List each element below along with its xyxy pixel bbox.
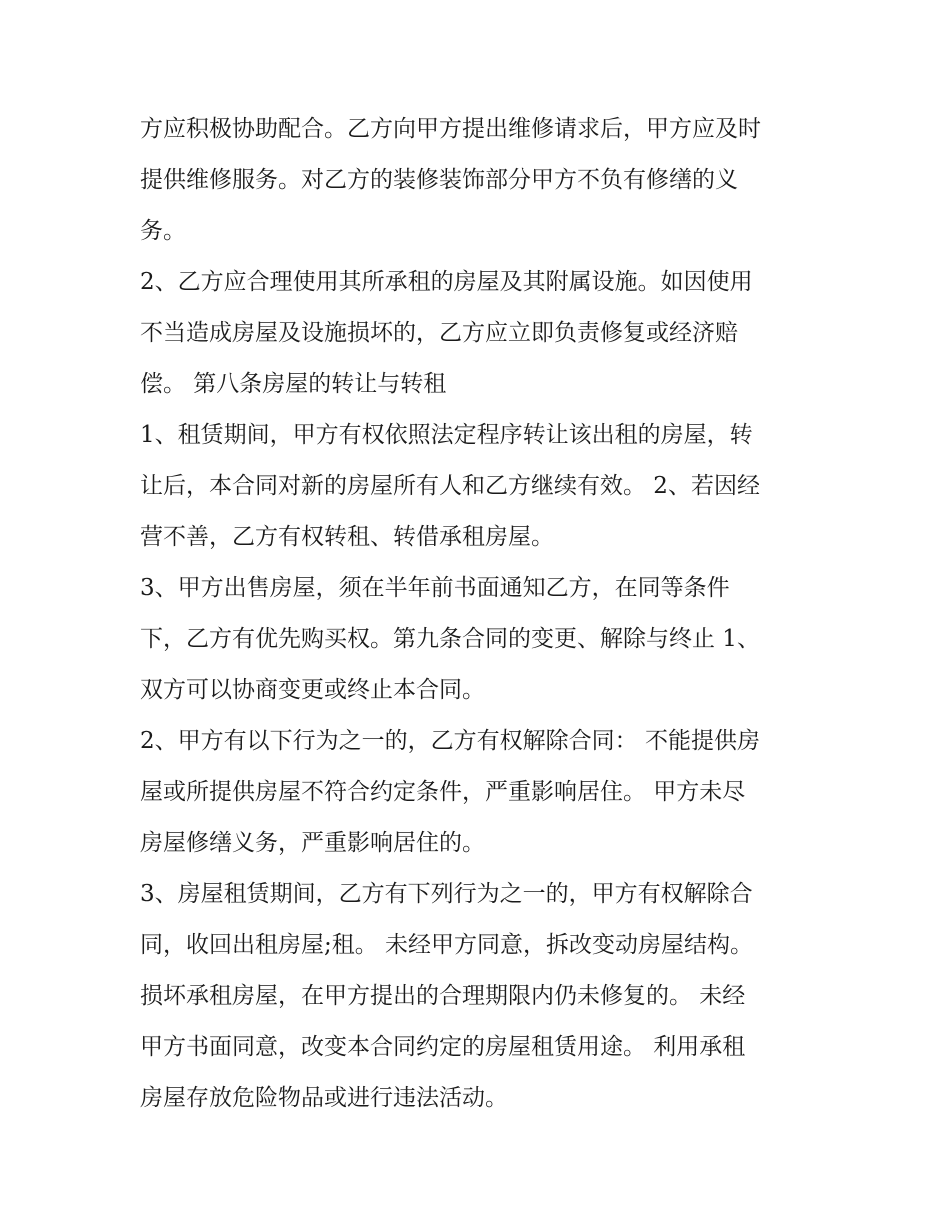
text-line: 3、房屋租赁期间，乙方有下列行为之一的，甲方有权解除合: [140, 881, 753, 907]
text-line: 务。: [140, 218, 186, 244]
text-line: 房屋存放危险物品或进行违法活动。: [140, 1085, 508, 1111]
text-line: 同，收回出租房屋;租。 未经甲方同意，拆改变动房屋结构。: [140, 932, 754, 958]
text-line: 房屋修缮义务，严重影响居住的。: [140, 830, 485, 856]
text-line: 双方可以协商变更或终止本合同。: [140, 677, 485, 703]
text-line: 2、乙方应合理使用其所承租的房屋及其附属设施。如因使用: [140, 269, 753, 295]
text-line: 提供维修服务。对乙方的装修装饰部分甲方不负有修缮的义: [140, 167, 738, 193]
text-line: 偿。 第八条房屋的转让与转租: [140, 371, 447, 397]
text-line: 不当造成房屋及设施损坏的，乙方应立即负责修复或经济赔: [140, 320, 738, 346]
text-line: 方应积极协助配合。乙方向甲方提出维修请求后，甲方应及时: [140, 116, 761, 142]
text-line: 下，乙方有优先购买权。第九条合同的变更、解除与终止 1、: [140, 626, 760, 652]
text-line: 1、租赁期间，甲方有权依照法定程序转让该出租的房屋，转: [140, 422, 753, 448]
text-line: 2、甲方有以下行为之一的，乙方有权解除合同： 不能提供房: [140, 728, 760, 754]
text-line: 损坏承租房屋，在甲方提出的合理期限内仍未修复的。 未经: [140, 983, 746, 1009]
text-line: 营不善，乙方有权转租、转借承租房屋。: [140, 524, 554, 550]
document-body: [140, 104, 820, 1124]
text-line: 让后，本合同对新的房屋所有人和乙方继续有效。 2、若因经: [140, 473, 760, 499]
text-line: 甲方书面同意，改变本合同约定的房屋租赁用途。 利用承租: [140, 1034, 746, 1060]
text-line: 3、甲方出售房屋，须在半年前书面通知乙方，在同等条件: [140, 575, 730, 601]
text-line: 屋或所提供房屋不符合约定条件，严重影响居住。 甲方未尽: [140, 779, 746, 805]
